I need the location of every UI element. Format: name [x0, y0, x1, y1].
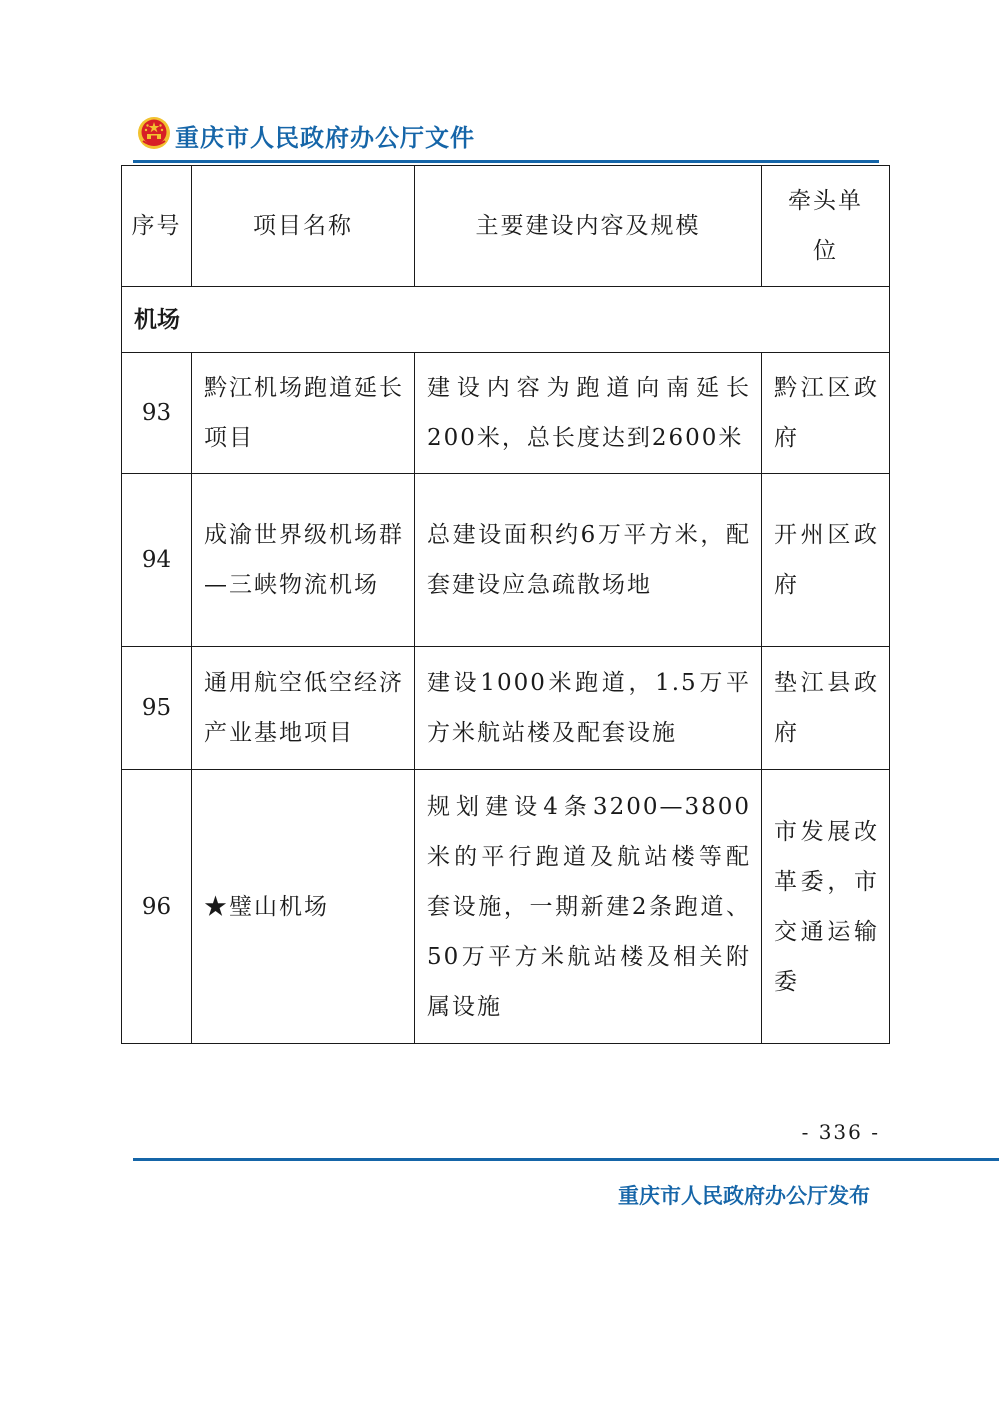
row-number: 94: [122, 474, 192, 647]
column-header-lead-unit-text: 牵头单位: [788, 188, 863, 264]
document-header: [133, 112, 883, 164]
table-row: [122, 353, 890, 474]
project-name: ★璧山机场: [192, 770, 415, 1044]
project-content: 建设内容为跑道向南延长200米，总长度达到2600米: [415, 353, 762, 474]
table-row: [122, 474, 890, 647]
row-number: 96: [122, 770, 192, 1044]
row-number: 95: [122, 647, 192, 770]
project-name: 通用航空低空经济产业基地项目: [192, 647, 415, 770]
project-content: 总建设面积约6万平方米，配套建设应急疏散场地: [415, 474, 762, 647]
page-number: - 336 -: [801, 1120, 880, 1144]
column-header-number: 序号: [122, 166, 192, 287]
table-header-row: [122, 166, 890, 287]
project-content: 建设1000米跑道，1.5万平方米航站楼及配套设施: [415, 647, 762, 770]
project-name: 黔江机场跑道延长项目: [192, 353, 415, 474]
lead-unit: 开州区政府: [762, 474, 890, 647]
lead-unit: 市发展改革委，市交通运输委: [762, 770, 890, 1044]
section-row: [122, 287, 890, 353]
footer-divider: [133, 1158, 999, 1161]
column-header-project-name: 项目名称: [192, 166, 415, 287]
lead-unit: 垫江县政府: [762, 647, 890, 770]
project-content: 规划建设4条3200—3800米的平行跑道及航站楼等配套设施，一期新建2条跑道、50万平方米航站楼及相关附属设施: [415, 770, 762, 1044]
header-title: 重庆市人民政府办公厅文件: [175, 124, 475, 152]
table-row: [122, 770, 890, 1044]
projects-table: [121, 165, 890, 1044]
lead-unit: 黔江区政府: [762, 353, 890, 474]
header-divider: [133, 160, 879, 163]
column-header-content: 主要建设内容及规模: [415, 166, 762, 287]
national-emblem-icon: [137, 116, 171, 150]
section-title: 机场: [122, 287, 890, 353]
footer-publisher: 重庆市人民政府办公厅发布: [618, 1184, 870, 1208]
project-name: 成渝世界级机场群—三峡物流机场: [192, 474, 415, 647]
table-row: [122, 647, 890, 770]
column-header-lead-unit: [762, 166, 890, 287]
row-number: 93: [122, 353, 192, 474]
